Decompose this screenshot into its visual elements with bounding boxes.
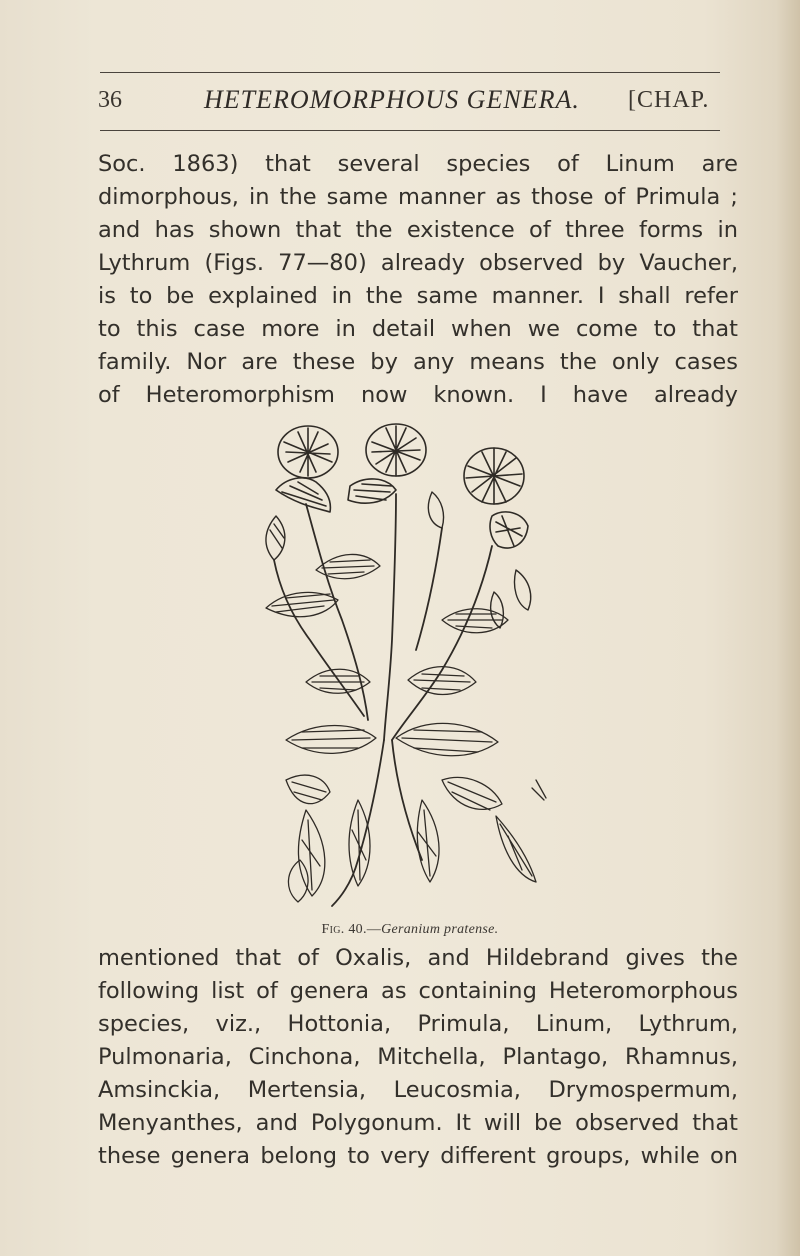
text-line: mentioned that of Oxalis, and Hildebrand gives the (98, 945, 738, 971)
paragraph-lower (98, 942, 738, 1173)
leaves (266, 554, 508, 810)
text-line: Lythrum (Figs. 77—80) already observed by Vaucher, (98, 250, 738, 276)
text-line: species, viz., Hottonia, Primula, Linum, Lythrum, (98, 1011, 738, 1037)
header-top-rule (100, 72, 720, 73)
text-line: Amsinckia, Mertensia, Leucosmia, Drymospermum, (98, 1077, 738, 1103)
text-line: is to be explained in the same manner. I shall refer (98, 283, 738, 309)
header-bottom-rule (100, 130, 720, 131)
chapter-label: [CHAP. (628, 87, 710, 113)
text-line: of Heteromorphism now known. I have already (98, 382, 738, 408)
text-line: Menyanthes, and Polygonum. It will be observed that (98, 1110, 738, 1136)
text-line: family. Nor are these by any means the only cases (98, 349, 738, 375)
text-line: Soc. 1863) that several species of Linum are (98, 151, 738, 177)
stems (274, 494, 492, 906)
text-line: following list of genera as containing Heteromorphous (98, 978, 738, 1004)
figure-name: Geranium pratense. (381, 922, 499, 937)
text-line: Pulmonaria, Cinchona, Mitchella, Plantago, Rhamnus, (98, 1044, 738, 1070)
geranium-illustration (246, 420, 566, 910)
page-number: 36 (98, 87, 122, 113)
figure-label: Fig. 40. (321, 922, 367, 937)
caption-dash: — (366, 922, 382, 937)
flower-left (276, 426, 338, 512)
flower-right (464, 448, 528, 548)
figure-caption (240, 922, 580, 938)
lower-leaves (288, 780, 546, 902)
buds (266, 492, 531, 628)
flower-center (348, 424, 426, 503)
text-line: these genera belong to very different groups, while on (98, 1143, 738, 1169)
text-line: to this case more in detail when we come to that (98, 316, 738, 342)
paragraph-upper (98, 148, 738, 412)
running-head: HETEROMORPHOUS GENERA. (204, 85, 580, 114)
text-line: and has shown that the existence of three forms in (98, 217, 738, 243)
page-header (98, 84, 738, 124)
text-line: dimorphous, in the same manner as those of Primula ; (98, 184, 738, 210)
